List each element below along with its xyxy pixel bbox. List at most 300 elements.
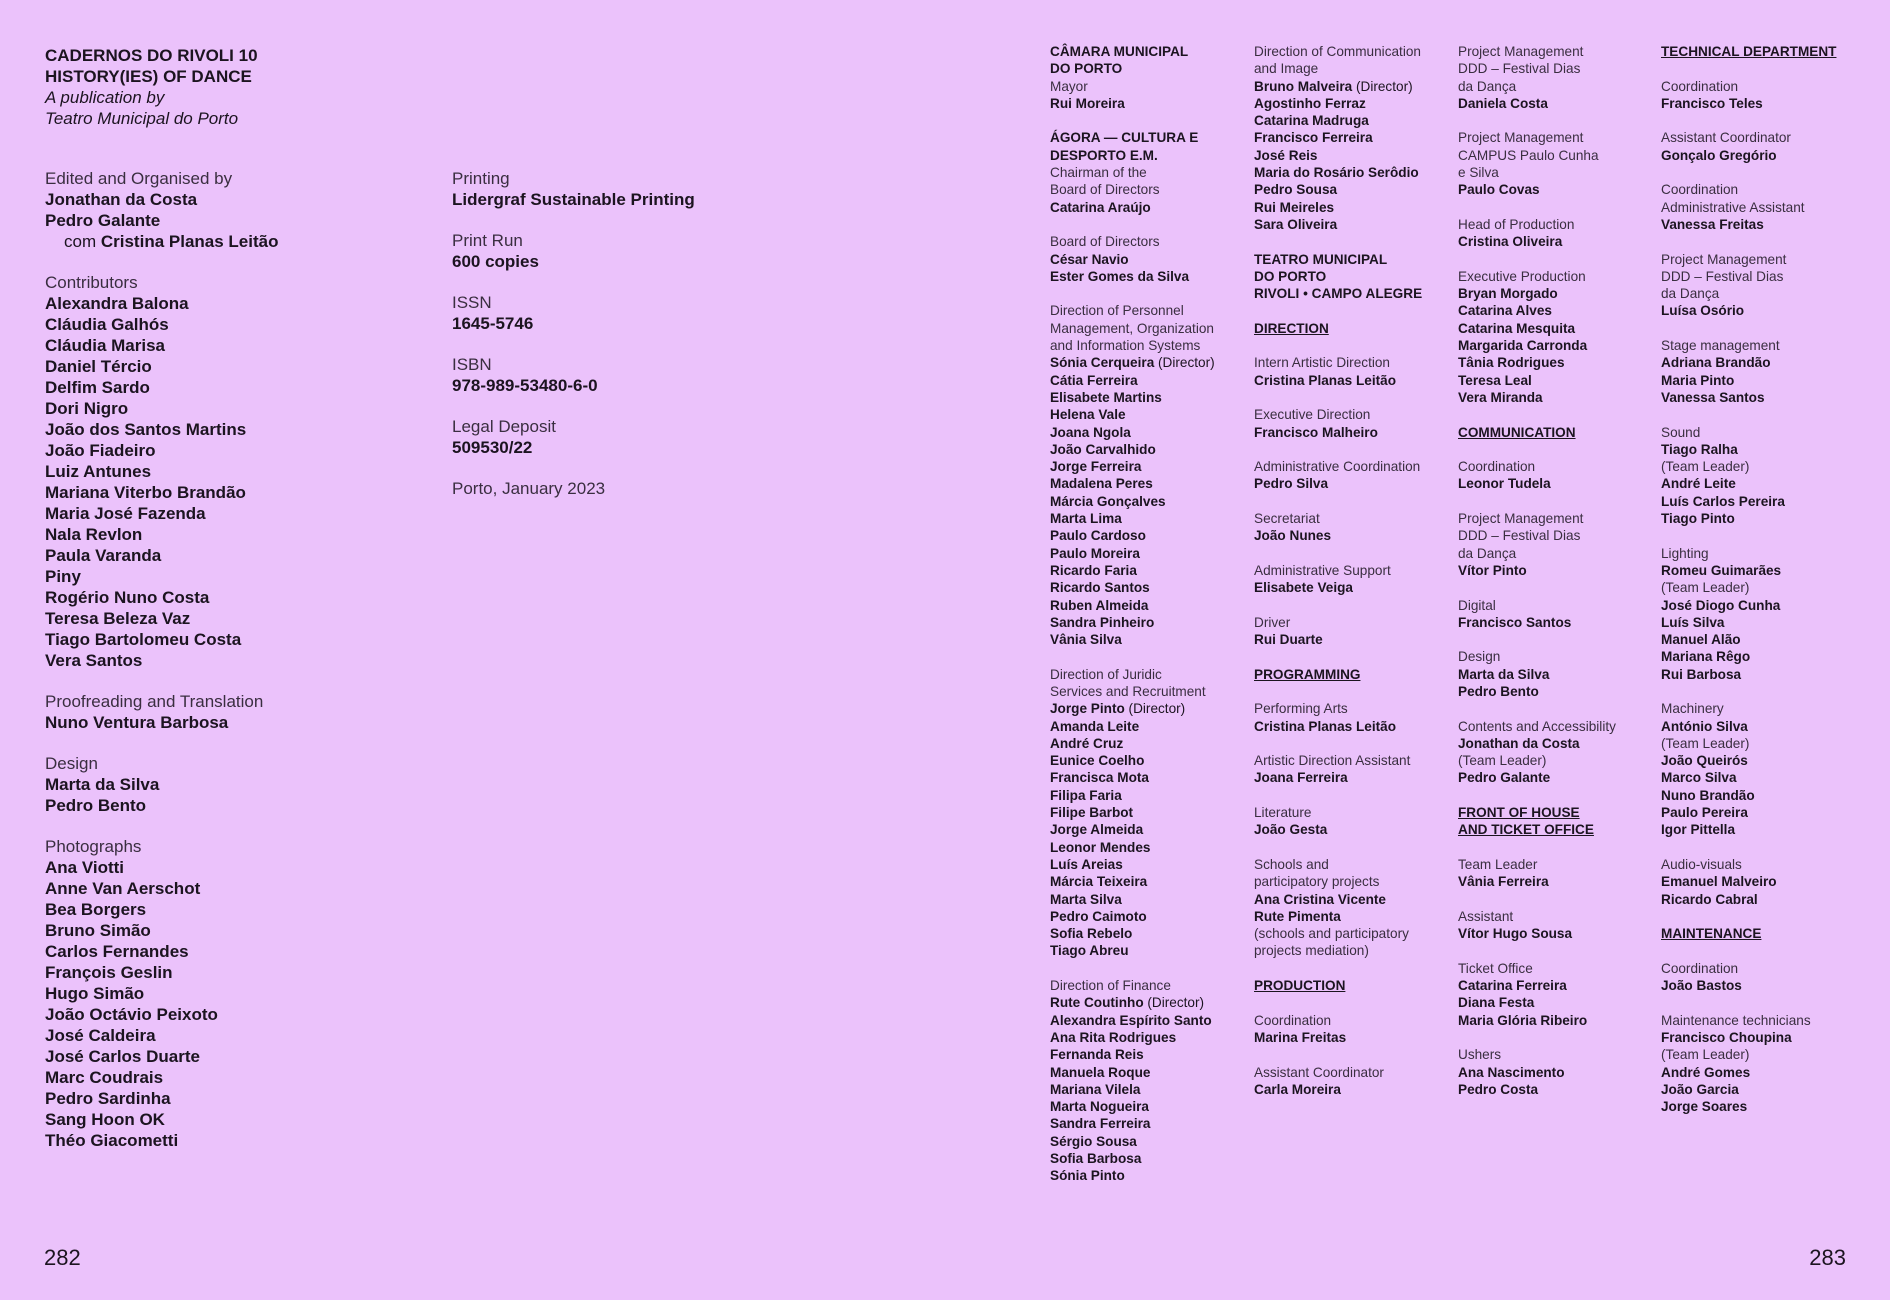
role-label: Coordination xyxy=(1458,459,1536,475)
role-label: Project Management xyxy=(1458,511,1584,527)
role-label: Assistant Coordinator xyxy=(1254,1064,1384,1080)
print-run-group xyxy=(452,230,812,272)
staff-name: Paulo Moreira xyxy=(1050,545,1140,561)
staff-name: Teresa Leal xyxy=(1458,372,1532,388)
staff-section xyxy=(1254,700,1450,735)
staff-name: Elisabete Martins xyxy=(1050,389,1162,405)
staff-name-text: Rute Coutinho xyxy=(1050,995,1144,1011)
staff-section xyxy=(1050,666,1246,960)
staff-name: Rute Pimenta xyxy=(1254,908,1341,924)
role-label: Performing Arts xyxy=(1254,701,1348,717)
role-label: Lighting xyxy=(1661,545,1709,561)
staff-name: Francisco Teles xyxy=(1661,95,1763,111)
editor-collab xyxy=(45,231,405,252)
role-label: Board of Directors xyxy=(1050,182,1160,198)
staff-section xyxy=(1661,960,1857,995)
role-label: Project Management xyxy=(1661,251,1787,267)
role-suffix: (Director) xyxy=(1124,701,1186,717)
staff-section xyxy=(1254,856,1450,960)
contributors-label: Contributors xyxy=(45,273,138,292)
institution-heading: DESPORTO E.M. xyxy=(1050,147,1158,163)
staff-name: Amanda Leite xyxy=(1050,718,1140,734)
staff-section xyxy=(1661,700,1857,838)
role-label: Coordination xyxy=(1254,1012,1332,1028)
contributors-group xyxy=(45,272,405,671)
staff-name: Leonor Tudela xyxy=(1458,476,1551,492)
staff-section xyxy=(1661,251,1857,320)
credit-name: Delfim Sardo xyxy=(45,378,150,397)
collab-name: Cristina Planas Leitão xyxy=(100,232,279,251)
staff-name: Filipe Barbot xyxy=(1050,805,1134,821)
staff-section xyxy=(1254,510,1450,545)
staff-section xyxy=(1050,302,1246,648)
role-label: Administrative Coordination xyxy=(1254,459,1421,475)
staff-name: Tiago Pinto xyxy=(1661,511,1735,527)
staff-name: Madalena Peres xyxy=(1050,476,1153,492)
credit-name: Nala Revlon xyxy=(45,525,143,544)
staff-name: Tiago Abreu xyxy=(1050,943,1129,959)
role-label: Ticket Office xyxy=(1458,960,1533,976)
credit-name: João Octávio Peixoto xyxy=(45,1005,218,1024)
staff-section xyxy=(1661,129,1857,164)
staff-name: José Reis xyxy=(1254,147,1318,163)
isbn-value: 978-989-53480-6-0 xyxy=(452,376,598,395)
staff-name: Marta Lima xyxy=(1050,511,1122,527)
credit-name: Mariana Viterbo Brandão xyxy=(45,483,246,502)
role-label: Design xyxy=(1458,649,1501,665)
role-label: Coordination xyxy=(1661,960,1739,976)
staff-section xyxy=(1661,43,1857,60)
issn-value: 1645-5746 xyxy=(452,314,534,333)
staff-section xyxy=(1458,908,1654,943)
staff-section xyxy=(1254,251,1450,303)
staff-section xyxy=(1254,320,1450,337)
staff-section xyxy=(1458,718,1654,787)
staff-name: Luís Areias xyxy=(1050,856,1123,872)
staff-name: Mariana Vilela xyxy=(1050,1081,1141,1097)
staff-name: Pedro Silva xyxy=(1254,476,1329,492)
credit-name: Piny xyxy=(45,567,81,586)
staff-name: Tânia Rodrigues xyxy=(1458,355,1565,371)
role-label: da Dança xyxy=(1458,545,1517,561)
role-note: projects mediation) xyxy=(1254,943,1369,959)
proofreading-group xyxy=(45,691,405,733)
editor-name: Jonathan da Costa xyxy=(45,190,198,209)
staff-section xyxy=(1458,458,1654,493)
credit-name: Teresa Beleza Vaz xyxy=(45,609,191,628)
role-label: Literature xyxy=(1254,805,1312,821)
staff-name: André Cruz xyxy=(1050,735,1124,751)
role-note: (schools and participatory xyxy=(1254,926,1409,942)
role-label: Schools and xyxy=(1254,856,1329,872)
credit-name: Carlos Fernandes xyxy=(45,942,189,961)
staff-column-1 xyxy=(1050,43,1246,1202)
institution-heading: RIVOLI • CAMPO ALEGRE xyxy=(1254,286,1423,302)
credit-name: Rogério Nuno Costa xyxy=(45,588,210,607)
staff-name: Cristina Oliveira xyxy=(1458,234,1563,250)
staff-section xyxy=(1458,424,1654,441)
institution-heading: TEATRO MUNICIPAL xyxy=(1254,251,1388,267)
role-label: DDD – Festival Dias xyxy=(1458,528,1581,544)
institution-heading: DO PORTO xyxy=(1050,61,1123,77)
staff-name: Jonathan da Costa xyxy=(1458,735,1580,751)
credit-name: Maria José Fazenda xyxy=(45,504,206,523)
issn-group xyxy=(452,292,812,334)
design-label: Design xyxy=(45,754,98,773)
role-label: Coordination xyxy=(1661,182,1739,198)
staff-name: Paulo Cardoso xyxy=(1050,528,1146,544)
staff-name xyxy=(1050,354,1246,371)
staff-name: João Carvalhido xyxy=(1050,441,1156,457)
staff-name: Pedro Costa xyxy=(1458,1081,1539,1097)
page-number-right: 283 xyxy=(1809,1245,1846,1270)
staff-section xyxy=(1254,458,1450,493)
isbn-label: ISBN xyxy=(452,355,492,374)
staff-section xyxy=(1458,216,1654,251)
role-label: Head of Production xyxy=(1458,216,1575,232)
staff-section xyxy=(1661,925,1857,942)
staff-name: José Diogo Cunha xyxy=(1661,597,1781,613)
credit-name: Vera Santos xyxy=(45,651,143,670)
staff-name: Emanuel Malveiro xyxy=(1661,874,1777,890)
staff-name: Marta Silva xyxy=(1050,891,1122,907)
role-label: Intern Artistic Direction xyxy=(1254,355,1390,371)
staff-name: Jorge Soares xyxy=(1661,1099,1748,1115)
staff-name: Jorge Ferreira xyxy=(1050,459,1142,475)
staff-section xyxy=(1254,1064,1450,1099)
credit-name: Hugo Simão xyxy=(45,984,145,1003)
staff-name: Joana Ferreira xyxy=(1254,770,1348,786)
role-label: Administrative Assistant xyxy=(1661,199,1805,215)
staff-name: Catarina Ferreira xyxy=(1458,978,1567,994)
staff-section xyxy=(1458,648,1654,700)
staff-section xyxy=(1661,181,1857,233)
staff-name: Pedro Caimoto xyxy=(1050,908,1147,924)
staff-name: Francisco Choupina xyxy=(1661,1029,1792,1045)
publication-title xyxy=(45,45,258,129)
staff-name: Sandra Pinheiro xyxy=(1050,614,1155,630)
staff-section xyxy=(1458,804,1654,839)
role-label: DDD – Festival Dias xyxy=(1661,268,1784,284)
role-label: Administrative Support xyxy=(1254,562,1391,578)
staff-name: Rui Barbosa xyxy=(1661,666,1742,682)
legal-deposit-group xyxy=(452,416,812,458)
staff-name: Catarina Mesquita xyxy=(1458,320,1576,336)
role-label: Secretariat xyxy=(1254,511,1320,527)
staff-name: Vânia Silva xyxy=(1050,632,1122,648)
photographs-label: Photographs xyxy=(45,837,142,856)
staff-name: Mariana Rêgo xyxy=(1661,649,1751,665)
staff-name: Francisco Malheiro xyxy=(1254,424,1378,440)
credit-name: José Carlos Duarte xyxy=(45,1047,200,1066)
title-line-3: A publication by xyxy=(45,88,165,107)
staff-name: João Queirós xyxy=(1661,753,1748,769)
staff-name: Ana Rita Rodrigues xyxy=(1050,1029,1177,1045)
print-run-value: 600 copies xyxy=(452,252,539,271)
credit-name: Bea Borgers xyxy=(45,900,147,919)
role-suffix: (Director) xyxy=(1143,995,1205,1011)
staff-name: Luísa Osório xyxy=(1661,303,1745,319)
role-label: da Dança xyxy=(1458,78,1517,94)
department-heading: TECHNICAL DEPARTMENT xyxy=(1661,44,1837,59)
staff-name: Vanessa Freitas xyxy=(1661,216,1764,232)
role-label: Direction of Finance xyxy=(1050,978,1171,994)
department-heading: DIRECTION xyxy=(1254,320,1329,336)
credit-name: Ana Viotti xyxy=(45,858,125,877)
editor-name: Pedro Galante xyxy=(45,211,161,230)
role-label: Project Management xyxy=(1458,130,1584,146)
staff-section xyxy=(1254,752,1450,787)
staff-name: António Silva xyxy=(1661,718,1748,734)
staff-name: Rui Duarte xyxy=(1254,632,1323,648)
role-label: e Silva xyxy=(1458,165,1499,181)
credit-name: Cláudia Galhós xyxy=(45,315,169,334)
department-heading: FRONT OF HOUSE xyxy=(1458,805,1580,821)
staff-name: Vítor Hugo Sousa xyxy=(1458,926,1573,942)
role-label: Audio-visuals xyxy=(1661,856,1742,872)
role-label: Coordination xyxy=(1661,78,1739,94)
staff-name: César Navio xyxy=(1050,251,1129,267)
staff-section xyxy=(1050,129,1246,215)
credit-name: Tiago Bartolomeu Costa xyxy=(45,630,242,649)
role-label: Project Management xyxy=(1458,44,1584,59)
staff-name: Romeu Guimarães xyxy=(1661,562,1782,578)
department-heading: AND TICKET OFFICE xyxy=(1458,822,1594,838)
role-note: (Team Leader) xyxy=(1661,580,1750,596)
staff-name: Marta Nogueira xyxy=(1050,1099,1149,1115)
role-label: Contents and Accessibility xyxy=(1458,718,1616,734)
photographs-list xyxy=(45,857,405,1151)
staff-section xyxy=(1661,78,1857,113)
staff-name: Pedro Sousa xyxy=(1254,182,1338,198)
editors-group xyxy=(45,168,405,252)
role-label: Management, Organization xyxy=(1050,320,1214,336)
printing-group xyxy=(452,168,812,210)
staff-name: Ana Cristina Vicente xyxy=(1254,891,1386,907)
staff-section xyxy=(1661,1012,1857,1116)
proofreading-label: Proofreading and Translation xyxy=(45,692,264,711)
credit-name: Daniel Tércio xyxy=(45,357,152,376)
staff-section xyxy=(1458,129,1654,198)
staff-section xyxy=(1254,666,1450,683)
institution-heading: ÁGORA — CULTURA E xyxy=(1050,130,1199,146)
department-heading: PRODUCTION xyxy=(1254,978,1346,994)
staff-name: Ricardo Santos xyxy=(1050,580,1150,596)
role-label: da Dança xyxy=(1661,286,1720,302)
credit-name: João dos Santos Martins xyxy=(45,420,247,439)
role-label: participatory projects xyxy=(1254,874,1380,890)
role-note: (Team Leader) xyxy=(1661,735,1750,751)
staff-name: Ruben Almeida xyxy=(1050,597,1149,613)
staff-name: Maria Glória Ribeiro xyxy=(1458,1012,1588,1028)
role-label: Assistant Coordinator xyxy=(1661,130,1791,146)
staff-name: André Gomes xyxy=(1661,1064,1751,1080)
staff-name: Sofia Rebelo xyxy=(1050,926,1133,942)
staff-name: Fernanda Reis xyxy=(1050,1047,1144,1063)
credit-name: Paula Varanda xyxy=(45,546,162,565)
staff-name: Leonor Mendes xyxy=(1050,839,1151,855)
credit-name: Marc Coudrais xyxy=(45,1068,164,1087)
role-label: Direction of Communication xyxy=(1254,44,1421,59)
place-date: Porto, January 2023 xyxy=(452,479,606,498)
staff-name: João Nunes xyxy=(1254,528,1332,544)
staff-name: Maria Pinto xyxy=(1661,372,1735,388)
title-line-2: HISTORY(IES) OF DANCE xyxy=(45,67,252,86)
role-label: Digital xyxy=(1458,597,1496,613)
department-heading: MAINTENANCE xyxy=(1661,926,1762,942)
staff-section xyxy=(1254,804,1450,839)
role-label: Ushers xyxy=(1458,1047,1502,1063)
staff-section xyxy=(1458,597,1654,632)
staff-name: Cristina Planas Leitão xyxy=(1254,372,1397,388)
design-name: Marta da Silva xyxy=(45,775,160,794)
staff-name: Daniela Costa xyxy=(1458,95,1548,111)
staff-section xyxy=(1254,1012,1450,1047)
staff-name: Carla Moreira xyxy=(1254,1081,1341,1097)
role-label: Services and Recruitment xyxy=(1050,683,1206,699)
staff-name: Pedro Bento xyxy=(1458,683,1539,699)
staff-name: Sandra Ferreira xyxy=(1050,1116,1151,1132)
credit-name: Anne Van Aerschot xyxy=(45,879,201,898)
staff-column-2 xyxy=(1254,43,1450,1115)
staff-name: Marina Freitas xyxy=(1254,1029,1347,1045)
staff-name: Eunice Coelho xyxy=(1050,753,1145,769)
department-heading: PROGRAMMING xyxy=(1254,666,1361,682)
role-label: DDD – Festival Dias xyxy=(1458,61,1581,77)
staff-name: Vânia Ferreira xyxy=(1458,874,1549,890)
role-label: Direction of Personnel xyxy=(1050,303,1184,319)
staff-section xyxy=(1458,268,1654,406)
staff-section xyxy=(1050,43,1246,112)
staff-section xyxy=(1458,1046,1654,1098)
staff-name: Nuno Brandão xyxy=(1661,787,1755,803)
role-label: Chairman of the xyxy=(1050,165,1147,181)
staff-name: Jorge Almeida xyxy=(1050,822,1144,838)
staff-name: Sofia Barbosa xyxy=(1050,1151,1142,1166)
staff-section xyxy=(1254,43,1450,233)
design-name: Pedro Bento xyxy=(45,796,147,815)
role-label: and Information Systems xyxy=(1050,338,1201,354)
staff-name-text: Sónia Cerqueira xyxy=(1050,355,1155,371)
institution-heading: DO PORTO xyxy=(1254,268,1327,284)
credit-name: Théo Giacometti xyxy=(45,1131,179,1150)
page-number-left: 282 xyxy=(44,1245,81,1270)
staff-name: João Gesta xyxy=(1254,822,1328,838)
staff-name: Sara Oliveira xyxy=(1254,216,1338,232)
staff-name: Luís Carlos Pereira xyxy=(1661,493,1785,509)
contributors-list xyxy=(45,293,405,671)
role-label: Maintenance technicians xyxy=(1661,1012,1811,1028)
staff-name: Marco Silva xyxy=(1661,770,1737,786)
role-label: and Image xyxy=(1254,61,1319,77)
role-label: Board of Directors xyxy=(1050,234,1160,250)
issn-label: ISSN xyxy=(452,293,492,312)
staff-name: Catarina Alves xyxy=(1458,303,1552,319)
role-label: Team Leader xyxy=(1458,856,1538,872)
staff-name: Manuel Alão xyxy=(1661,632,1741,648)
staff-name: Sérgio Sousa xyxy=(1050,1133,1137,1149)
staff-name-text: Jorge Pinto xyxy=(1050,701,1125,717)
legal-deposit-value: 509530/22 xyxy=(452,438,533,457)
role-label: Direction of Juridic xyxy=(1050,666,1162,682)
staff-name: André Leite xyxy=(1661,476,1736,492)
staff-name: Rui Moreira xyxy=(1050,95,1125,111)
staff-name: Sónia Pinto xyxy=(1050,1168,1125,1184)
credit-name: François Geslin xyxy=(45,963,173,982)
staff-name: Bryan Morgado xyxy=(1458,286,1558,302)
staff-name-text: Bruno Malveira xyxy=(1254,78,1353,94)
credit-name: João Fiadeiro xyxy=(45,441,156,460)
staff-name: Cristina Planas Leitão xyxy=(1254,718,1397,734)
staff-name: Joana Ngola xyxy=(1050,424,1131,440)
staff-name: Marta da Silva xyxy=(1458,666,1550,682)
staff-column-4 xyxy=(1661,43,1857,1133)
staff-name: Márcia Teixeira xyxy=(1050,874,1148,890)
role-label: Executive Direction xyxy=(1254,407,1371,423)
credit-name: José Caldeira xyxy=(45,1026,156,1045)
role-label: Executive Production xyxy=(1458,268,1586,284)
staff-section xyxy=(1661,424,1857,528)
staff-name: Filipa Faria xyxy=(1050,787,1122,803)
staff-section xyxy=(1050,977,1246,1185)
staff-name: Ricardo Cabral xyxy=(1661,891,1758,907)
staff-name: Diana Festa xyxy=(1458,995,1535,1011)
staff-name: Gonçalo Gregório xyxy=(1661,147,1777,163)
credit-name: Cláudia Marisa xyxy=(45,336,165,355)
editors-label: Edited and Organised by xyxy=(45,169,233,188)
staff-section xyxy=(1254,354,1450,389)
credit-name: Dori Nigro xyxy=(45,399,129,418)
staff-name: Cátia Ferreira xyxy=(1050,372,1138,388)
credit-name: Luiz Antunes xyxy=(45,462,152,481)
place-date-group xyxy=(452,478,812,499)
staff-name: Francisca Mota xyxy=(1050,770,1149,786)
staff-name: Ester Gomes da Silva xyxy=(1050,268,1190,284)
staff-name: Adriana Brandão xyxy=(1661,355,1771,371)
staff-section xyxy=(1254,614,1450,649)
staff-name: Catarina Araújo xyxy=(1050,199,1151,215)
staff-name: Catarina Madruga xyxy=(1254,113,1369,129)
staff-section xyxy=(1458,43,1654,112)
staff-name: Alexandra Espírito Santo xyxy=(1050,1012,1212,1028)
staff-name: Paulo Pereira xyxy=(1661,805,1748,821)
printing-info xyxy=(452,168,812,519)
credit-name: Pedro Sardinha xyxy=(45,1089,171,1108)
staff-name: Agostinho Ferraz xyxy=(1254,95,1366,111)
staff-name: Igor Pittella xyxy=(1661,822,1736,838)
staff-name: Pedro Galante xyxy=(1458,770,1551,786)
staff-section xyxy=(1254,562,1450,597)
role-note: (Team Leader) xyxy=(1661,1047,1750,1063)
staff-name: Maria do Rosário Serôdio xyxy=(1254,165,1419,181)
staff-name: João Garcia xyxy=(1661,1081,1739,1097)
role-label: Stage management xyxy=(1661,338,1780,354)
proofreading-name: Nuno Ventura Barbosa xyxy=(45,713,229,732)
staff-name: João Bastos xyxy=(1661,978,1742,994)
legal-deposit-label: Legal Deposit xyxy=(452,417,556,436)
staff-name: Francisco Santos xyxy=(1458,614,1572,630)
role-label: CAMPUS Paulo Cunha xyxy=(1458,147,1599,163)
staff-name: Paulo Covas xyxy=(1458,182,1540,198)
staff-section xyxy=(1458,856,1654,891)
com-word: com xyxy=(64,232,97,251)
role-note: (Team Leader) xyxy=(1458,753,1547,769)
role-label: Mayor xyxy=(1050,78,1088,94)
staff-name xyxy=(1050,994,1246,1011)
left-credits xyxy=(45,168,405,1171)
role-label: Machinery xyxy=(1661,701,1724,717)
role-label: Assistant xyxy=(1458,908,1514,924)
